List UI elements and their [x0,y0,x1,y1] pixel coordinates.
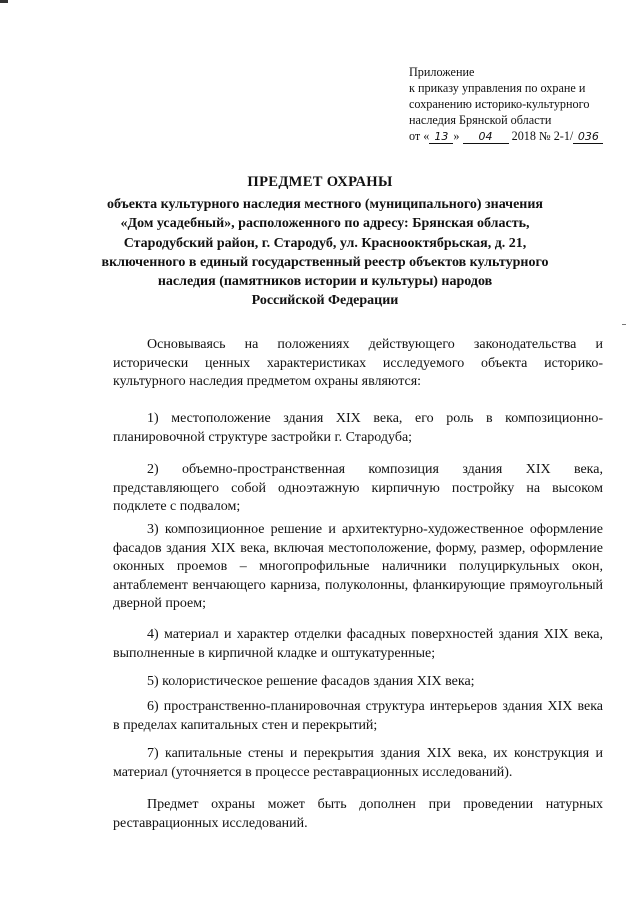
list-item-text: 7) капитальные стены и перекрытия здания XIX века, их конструкция и материал (уточняется в процессе реставрационных исследований). [113,746,603,780]
date-year: 2018 № 2-1/ [511,129,574,143]
date-mid: » [453,129,460,143]
intro-text: Основываясь на положениях действующего законодательства и исторически ценных характеристиках исследуемого объекта историко-культурного наследия предметом охраны являются: [113,337,603,389]
list-item [113,410,603,447]
list-item [113,626,603,663]
list-item-text: 3) композиционное решение и архитектурно-художественное оформление фасадов здания XIX века, включая местоположение, форму, размер, оформление оконных проемов – многопрофильные наличники полуциркульных окон, антаблемент венчающего карниза, полуколонны, фланкирующие прямоугольный дверной проем; [113,522,603,611]
subtitle-line: включенного в единый государственный реестр объектов культурного [101,254,549,270]
closing-paragraph [113,796,603,833]
list-item-text: 4) материал и характер отделки фасадных поверхностей здания XIX века, выполненные в кирпичной кладке и оштукатуренные; [113,627,603,661]
handwritten-month: 04 [463,131,509,144]
appendix-date-line [409,128,634,144]
list-item [113,521,603,614]
list-item [113,673,603,692]
scan-mark [622,324,626,325]
document-subtitle [100,195,550,311]
appendix-line: к приказу управления по охране и [409,81,586,95]
appendix-block [409,64,634,144]
list-item-text: 2) объемно-пространственная композиция здания XIX века, представляющего собой одноэтажную кирпичную постройку на высоком подклете с подвалом; [113,462,603,514]
list-item-text: 6) пространственно-планировочная структура интерьеров здания XIX века в пределах капитальных стен и перекрытий; [113,699,603,733]
document-title: ПРЕДМЕТ ОХРАНЫ [247,174,393,190]
subtitle-line: «Дом усадебный», расположенного по адресу: Брянская область, [120,216,530,232]
appendix-line: сохранению историко-культурного [409,97,590,111]
list-item [113,745,603,782]
subtitle-line: Российской Федерации [251,293,399,309]
appendix-line: наследия Брянской области [409,113,552,127]
appendix-line: Приложение [409,65,475,79]
closing-text: Предмет охраны может быть дополнен при проведении натурных реставрационных исследований. [113,797,603,831]
subtitle-line: Стародубский район, г. Стародуб, ул. Краснооктябрьская, д. 21, [123,235,527,251]
date-prefix: от « [409,129,430,143]
subtitle-line: объекта культурного наследия местного (муниципального) значения [106,197,543,212]
list-item [113,461,603,517]
scan-mark [0,0,8,3]
list-item-text: 1) местоположение здания XIX века, его роль в композиционно-планировочной структуре застройки г. Стародуба; [113,411,603,445]
list-item-text: 5) колористическое решение фасадов здания XIX века; [147,674,475,689]
intro-paragraph [113,336,603,392]
subtitle-line: наследия (памятников истории и культуры) народов [157,274,493,290]
handwritten-number: 036 [573,131,603,144]
handwritten-day: 13 [429,131,453,144]
list-item [113,698,603,735]
